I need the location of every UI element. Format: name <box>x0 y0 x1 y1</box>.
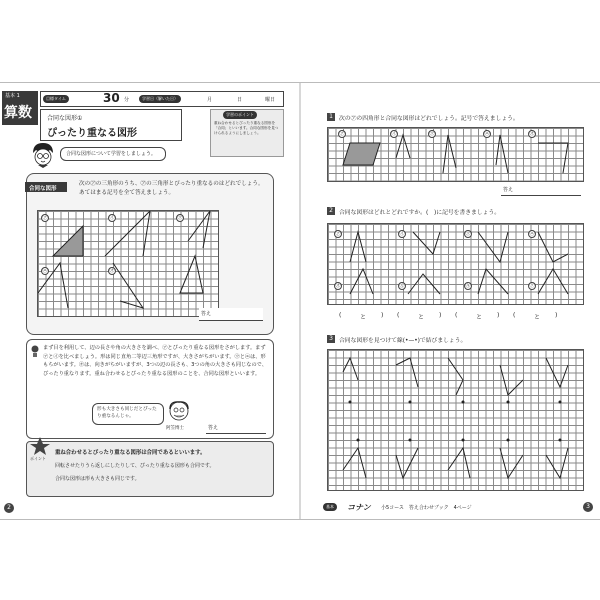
q3-number: 3 <box>327 335 335 343</box>
q2-text: 合同な図形はどれとどれですか。( )に記号を書きましょう。 <box>339 210 501 216</box>
q2-label-h: ㋗ <box>529 283 535 289</box>
lesson-title: 合同な図形① <box>47 115 83 122</box>
q2-label-b: ㋑ <box>399 231 405 237</box>
q1-label-b: ㋑ <box>391 131 397 137</box>
hint-text: 重ね合わせるとぴったり重なる図形を「合同」といいます。合同な図形を見つけられるようにしましょう。 <box>214 121 279 135</box>
q1-number: 1 <box>327 113 335 121</box>
conan-avatar <box>30 141 56 169</box>
header-bar <box>40 91 284 107</box>
answer2-box[interactable] <box>206 423 266 434</box>
left-page <box>0 83 299 519</box>
lesson-heading: ぴったり重なる図形 <box>47 128 137 139</box>
q1-label-c: ㋒ <box>429 131 435 137</box>
q2-label-c: ㋒ <box>465 231 471 237</box>
q2-grid <box>327 223 584 305</box>
q2-number: 2 <box>327 207 335 215</box>
agasa-avatar <box>166 399 192 425</box>
footer <box>301 501 600 515</box>
char-name: 阿笠博士 <box>166 426 184 431</box>
date-label: 学習日（解いた日） <box>139 95 181 103</box>
time-unit: 分 <box>124 97 130 103</box>
answer-label: 答え <box>201 311 212 317</box>
explanation-text: まず目を利用して、辺の長さや角の大きさを調べ、㋐とぴったり重なる図形をさがします。まず㋐と㋑を比べましょう。形は同じ直角二等辺三角形ですが、大きさがちがいます。㋒と㋓は、形もちがいます。㋔は、向きがちがいますが、3つの辺の長さも、3つの角の大きさも同じなので、ぴったり重なります。重ね合わせるとぴったり重なる図形のことを、合同な図形といいます。 <box>43 345 267 377</box>
footer-text: 小5コース 答え合わせブック 4ページ <box>381 505 472 511</box>
subject-title: 算数 <box>4 105 32 121</box>
point-badge: ポイント <box>30 456 46 461</box>
shape-label-b: ㋑ <box>109 215 115 221</box>
char-bubble-text: 形も大きさも同じだとぴったり重なるんじゃ。 <box>97 407 157 419</box>
point-text-3: 合同な図形は形も大きさも同じです。 <box>55 476 140 482</box>
hint-badge: 学習のポイント <box>223 111 257 119</box>
page-number-right-text: 3 <box>586 503 590 510</box>
q1-label-e: ㋔ <box>529 131 535 137</box>
q1-text: 次の㋐の四角形と合同な図形はどれでしょう。記号で答えましょう。 <box>339 116 519 122</box>
time-value: 30 <box>103 91 120 105</box>
section-label <box>25 182 67 192</box>
char-bubble <box>92 403 164 425</box>
shape-label-d: ㋓ <box>42 268 48 274</box>
paren-open-3[interactable]: ( <box>455 312 458 319</box>
day-label: 日 <box>237 97 243 103</box>
point-box <box>26 441 274 497</box>
problem-grid <box>37 210 219 317</box>
subject-header <box>2 91 38 125</box>
q1-label-d: ㋓ <box>484 131 490 137</box>
paren-close-2[interactable]: ) <box>439 312 442 319</box>
weekday-label: 曜日 <box>265 97 276 103</box>
page-number-left <box>4 503 14 513</box>
pair-word-1: と <box>360 314 367 321</box>
page-number-left-text: 2 <box>7 504 11 511</box>
q1-answer-label: 答え <box>503 187 514 193</box>
point-text-1: 重ね合わせるとぴったり重なる図形は合同であるといいます。 <box>55 450 206 456</box>
problem-box <box>26 173 274 335</box>
bulb-icon <box>31 344 39 358</box>
question-text: 次の㋐の三角形のうち、㋐の三角形とぴったり重なるのはどれでしょう。あてはまる記号を全て答えましょう。 <box>79 181 264 196</box>
paren-open-4[interactable]: ( <box>513 312 516 319</box>
paren-open-1[interactable]: ( <box>339 312 342 319</box>
q1-grid <box>327 127 584 182</box>
pair-word-3: と <box>476 314 483 321</box>
pair-word-4: と <box>534 314 541 321</box>
point-star-icon <box>29 436 51 456</box>
right-page <box>301 83 600 519</box>
answer-box[interactable] <box>199 308 263 321</box>
answer2-label: 答え <box>208 425 219 431</box>
shape-label-c: ㋒ <box>177 215 183 221</box>
intro-bubble-text: 合同な図形について学習をしましょう。 <box>66 151 156 157</box>
q3-grid[interactable] <box>327 349 584 491</box>
workbook-spread <box>0 82 600 520</box>
q2-label-a: ㋐ <box>335 231 341 237</box>
paren-open-2[interactable]: ( <box>397 312 400 319</box>
paren-close-1[interactable]: ) <box>381 312 384 319</box>
shape-label-e: ㋔ <box>109 268 115 274</box>
hint-box <box>210 109 284 157</box>
q2-label-g: ㋖ <box>465 283 471 289</box>
time-label: 目標タイム <box>43 95 69 103</box>
q2-label-e: ㋔ <box>335 283 341 289</box>
tag-label: 基本 1 <box>5 93 20 99</box>
q1-label-a: ㋐ <box>339 131 345 137</box>
shape-label-a: ㋐ <box>42 215 48 221</box>
q2-answer-row <box>327 311 582 323</box>
section-label-text: 合同な図形 <box>29 186 57 192</box>
page-number-right <box>583 502 593 512</box>
pair-word-2: と <box>418 314 425 321</box>
lesson-title-box <box>40 109 182 141</box>
intro-bubble <box>60 147 166 161</box>
point-text-2: 回転させたりうら返しにしたりして、ぴったり重なる図形も合同です。 <box>55 463 215 469</box>
q3-text: 合同な図形を見つけて線(•—•)で結びましょう。 <box>339 338 467 344</box>
q2-label-d: ㋓ <box>529 231 535 237</box>
month-label: 月 <box>207 97 213 103</box>
paren-close-4[interactable]: ) <box>555 312 558 319</box>
q2-label-f: ㋕ <box>399 283 405 289</box>
footer-logo: コナン <box>347 503 371 512</box>
q1-answer-box[interactable] <box>501 185 581 196</box>
paren-close-3[interactable]: ) <box>497 312 500 319</box>
footer-badge: 基本 <box>323 503 337 511</box>
